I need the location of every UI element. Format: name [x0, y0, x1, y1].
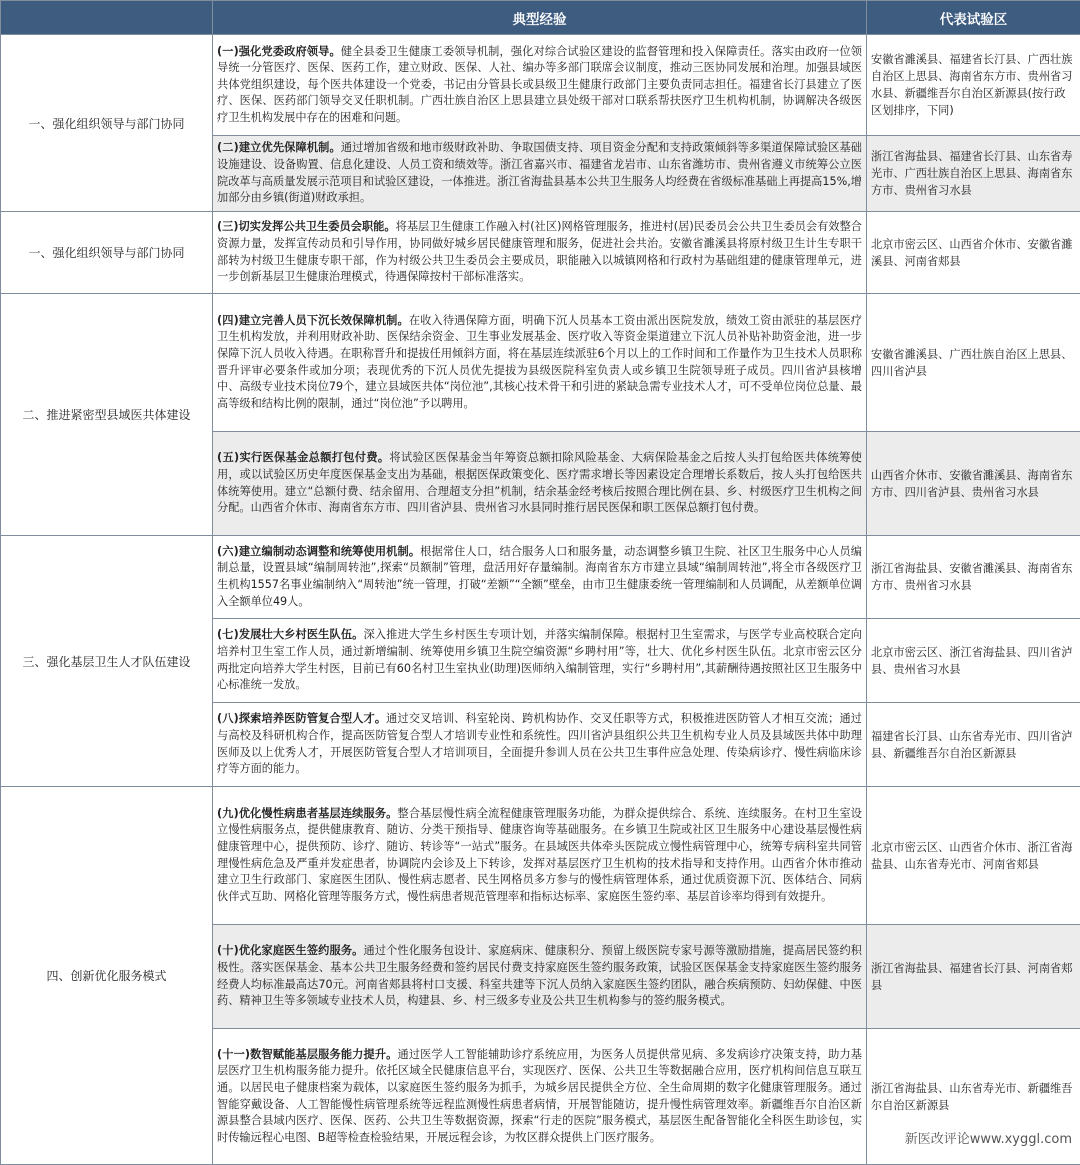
experience-cell: [213, 1029, 867, 1165]
region-cell: 北京市密云区、山西省介休市、安徽省濉溪县、河南省郏县: [867, 212, 1080, 294]
table-row: [1, 294, 1080, 432]
experience-cell: [213, 35, 867, 136]
experience-text: 健全县委卫生健康工委领导机制，强化对综合试验区建设的监督管理和投入保障责任。落实由政府一位领导统一分管医疗、医保、医药工作，建立财政、医保、人社、编办等多部门联席会议制度，推动三医协同发展和治理。加强县域医共体党组织建设，每个医共体建设一个党委，书记由分管县长或县级卫生健康行政部门主要负责同志担任。福建省长汀县建立了医疗、医保、医药部门领导交叉任职机制。广西壮族自治区上思县建立县处级干部对口联系帮扶医疗卫生机构机制，协调解决各级医疗卫生机构发展中存在的困难和问题。: [217, 45, 862, 124]
region-cell: 浙江省海盐县、福建省长汀县、山东省寿光市、广西壮族自治区上思县、海南省东方市、贵州省习水县: [867, 136, 1080, 212]
experience-text: 在收入待遇保障方面，明确下沉人员基本工资由派出医院发放，绩效工资由派驻的基层医疗卫生机构发放，并利用财政补助、医保结余资金、卫生事业发展基金、医疗收入等资金渠道建立下沉人员补贴补助资金池，进一步保障下沉人员收入待遇。在职称晋升和提拔任用倾斜方面，将在基层连续派驻6个月以上的工作时间和工作量作为卫生技术人员职称晋升评审必要条件或加分项；表现优秀的下沉人员优先提拔为县级医院科室负责人或乡镇卫生院领导班子成员。四川省泸县核增中、高级专业技术岗位79个，建立县域医共体“岗位池”,其核心技术骨干和引进的紧缺急需专业技术人才，可不受单位岗位总量、最高等级和结构比例的限制，通过“岗位池”予以聘用。: [217, 314, 862, 410]
category-cell: 四、创新优化服务模式: [1, 787, 213, 1165]
category-cell: 二、推进紧密型县域医共体建设: [1, 294, 213, 536]
experience-text: 通过交叉培训、科室轮岗、跨机构协作、交叉任职等方式，积极推进医防管人才相互交流；通过与高校及科研机构合作，提高医防管复合型人才培训专业性和系统性。四川省泸县组织公共卫生机构专业人员及县域医共体中助理医师及以上优秀人才，开展医防管复合型人才培训项目，全面提升参训人员在公共卫生事件应急处理、传染病诊疗、慢性病临床诊疗等方面的能力。: [217, 712, 862, 775]
experience-text: 通过医学人工智能辅助诊疗系统应用，为医务人员提供常见病、多发病诊疗决策支持，助力基层医疗卫生机构服务能力提升。依托区域全民健康信息平台，实现医疗、医保、公共卫生等数据融合应用，医疗机构间信息互联互通。以居民电子健康档案为载体，以家庭医生签约服务为抓手，为城乡居民提供全方位、全生命周期的数字化健康管理服务。通过智能穿戴设备、人工智能慢性病管理系统等远程监测慢性病患者病情，开展智能随访，提升慢性病管理效率。新疆维吾尔自治区新源县整合县域内医疗、医保、医药、公共卫生等数据资源，探索“行走的医院”服务模式，基层医生配备智能化全科医生助诊包，实时传输远程心电图、B超等检查检验结果，开展远程会诊，为牧区群众提供上门医疗服务。: [217, 1048, 862, 1144]
watermark: 新医改评论www.xyggl.com: [903, 1128, 1074, 1147]
header-category: [1, 1, 213, 35]
header-row: [1, 1, 1080, 35]
experience-cell: [213, 536, 867, 619]
experience-title: (三)切实发挥公共卫生委员会职能。: [217, 220, 396, 233]
experience-title: (七)发展壮大乡村医生队伍。: [217, 628, 364, 641]
experience-text: 整合基层慢性病全流程健康管理服务功能，为群众提供综合、系统、连续服务。在村卫生室设立慢性病服务点，提供健康教育、随访、分类干预指导、健康咨询等基础服务。在乡镇卫生院或社区卫生服务中心建设基层慢性病健康管理中心，提供预防、诊疗、随访、转诊等“一站式”服务。在县域医共体牵头医院成立慢性病管理中心，统筹专病科室共同管理慢性病危急及严重并发症患者，协调院内会诊及上下转诊，发挥对基层医疗卫生机构的技术指导和支持作用。山西省介休市推动建立卫生行政部门、家庭医生团队、慢性病志愿者、民生网格员多方参与的慢性病管理体系，通过优质资源下沉、医体结合、同病伙伴式互助、网格化管理等服务方式，慢性病患者规范管理率和指标达标率、家庭医生签约率、基层首诊率均得到有效提升。: [217, 807, 862, 903]
category-cell: 一、强化组织领导与部门协同: [1, 212, 213, 294]
category-cell: 三、强化基层卫生人才队伍建设: [1, 536, 213, 787]
header-region: 代表试验区: [867, 1, 1080, 35]
experience-title: (十)优化家庭医生签约服务。: [217, 944, 364, 957]
category-cell: 一、强化组织领导与部门协同: [1, 35, 213, 212]
experience-cell: [213, 294, 867, 432]
region-cell: 安徽省濉溪县、福建省长汀县、广西壮族自治区上思县、海南省东方市、贵州省习水县、新疆维吾尔自治区新源县(按行政区划排序，下同): [867, 35, 1080, 136]
region-cell: 浙江省海盐县、山东省寿光市、新疆维吾尔自治区新源县: [867, 1029, 1080, 1165]
experience-cell: [213, 432, 867, 536]
region-cell: 浙江省海盐县、福建省长汀县、河南省郏县: [867, 925, 1080, 1029]
region-cell: 福建省长汀县、山东省寿光市、四川省泸县、新疆维吾尔自治区新源县: [867, 703, 1080, 787]
experience-cell: [213, 212, 867, 294]
experience-text: 通过个性化服务包设计、家庭病床、健康积分、预留上级医院专家号源等激励措施，提高居民签约积极性。落实医保基金、基本公共卫生服务经费和签约居民付费支持家庭医生签约服务政策，试验区医保基金支持家庭医生签约服务经费人均标准最高达70元。河南省郏县将村口支援、科室共建等下沉人员纳入家庭医生签约团队，融合疾病预防、妇幼保健、中医药、精神卫生等多领域专业技术人员，构建县、乡、村三级多专业及公共卫生机构参与的签约服务模式。: [217, 944, 862, 1007]
experience-title: (五)实行医保基金总额打包付费。: [217, 451, 389, 464]
experience-cell: [213, 787, 867, 925]
region-cell: 浙江省海盐县、安徽省濉溪县、海南省东方市、贵州省习水县: [867, 536, 1080, 619]
experience-text: 根据常住人口，结合服务人口和服务量，动态调整乡镇卫生院、社区卫生服务中心人员编制总量，设置县域“编制周转池”,探索“员额制”管理，盘活用好存量编制。海南省东方市建立县域“编制周转池”,将全市各级医疗卫生机构1557名事业编制纳入“周转池”统一管理，打破“差额”“全额”壁垒，由市卫生健康委统一管理编制和人员调配，从差额单位调入全额单位49人。: [217, 545, 862, 608]
experience-title: (十一)数智赋能基层服务能力提升。: [217, 1048, 398, 1061]
table-row: [1, 212, 1080, 294]
header-experience: 典型经验: [213, 1, 867, 35]
experience-title: (二)建立优先保障机制。: [217, 141, 341, 154]
region-cell: 北京市密云区、山西省介休市、浙江省海盐县、山东省寿光市、河南省郏县: [867, 787, 1080, 925]
experience-title: (四)建立完善人员下沉长效保障机制。: [217, 314, 409, 327]
table-row: [1, 787, 1080, 925]
experience-title: (九)优化慢性病患者基层连续服务。: [217, 807, 398, 820]
experience-text: 将基层卫生健康工作融入村(社区)网格管理服务，推进村(居)民委员会公共卫生委员会有效整合资源力量，发挥宣传动员和引导作用，协同做好城乡居民健康管理和服务，促进社会共治。安徽省濉溪县将原村级卫生计生专职干部转为村级卫生健康专职干部，作为村级公共卫生委员会主要成员，职能融入以城镇网格和行政村为基础组建的健康管理单元，进一步创新基层卫生健康治理模式，待遇保障按村干部标准落实。: [217, 220, 862, 283]
experience-cell: [213, 619, 867, 703]
experience-text: 深入推进大学生乡村医生专项计划，并落实编制保障。根据村卫生室需求，与医学专业高校联合定向培养村卫生室工作人员，通过新增编制、统筹使用乡镇卫生院空编资源“乡聘村用”等，壮大、优化乡村医生队伍。北京市密云区分两批定向培养大学生村医，目前已有60名村卫生室执业(助理)医师纳入编制管理，实行“乡聘村用”,其薪酬待遇按照社区卫生服务中心标准统一发放。: [217, 628, 862, 691]
experience-text: 将试验区医保基金当年筹资总额扣除风险基金、大病保险基金之后按人头打包给医共体统筹使用，或以试验区历史年度医保基金支出为基础，根据医保政策变化、医疗需求增长等因素设定合理增长系数后，按人头打包给医共体统筹使用。建立“总额付费、结余留用、合理超支分担”机制，结余基金经考核后按照合理比例在县、乡、村级医疗卫生机构之间分配。山西省介休市、海南省东方市、四川省泸县、贵州省习水县同时推行居民医保和职工医保总额打包付费。: [217, 451, 862, 514]
experience-cell: [213, 703, 867, 787]
table-row: [1, 35, 1080, 136]
region-cell: 北京市密云区、浙江省海盐县、四川省泸县、贵州省习水县: [867, 619, 1080, 703]
experience-cell: [213, 136, 867, 212]
region-cell: 安徽省濉溪县、广西壮族自治区上思县、四川省泸县: [867, 294, 1080, 432]
experience-title: (八)探索培养医防管复合型人才。: [217, 712, 386, 725]
table-row: [1, 536, 1080, 619]
experience-text: 通过增加省级和地市级财政补助、争取国债支持、项目资金分配和支持政策倾斜等多渠道保障试验区基础设施建设、设备购置、信息化建设、人员工资和绩效等。浙江省嘉兴市、福建省龙岩市、山东省潍坊市、贵州省遵义市统筹公立医院改革与高质量发展示范项目和试验区建设，一体推进。浙江省海盐县基本公共卫生服务人均经费在省级标准基础上再提高15%,增加部分由乡镇(街道)财政承担。: [217, 141, 862, 204]
experience-title: (六)建立编制动态调整和统筹使用机制。: [217, 545, 420, 558]
experience-cell: [213, 925, 867, 1029]
region-cell: 山西省介休市、安徽省濉溪县、海南省东方市、四川省泸县、贵州省习水县: [867, 432, 1080, 536]
experience-title: (一)强化党委政府领导。: [217, 45, 341, 58]
